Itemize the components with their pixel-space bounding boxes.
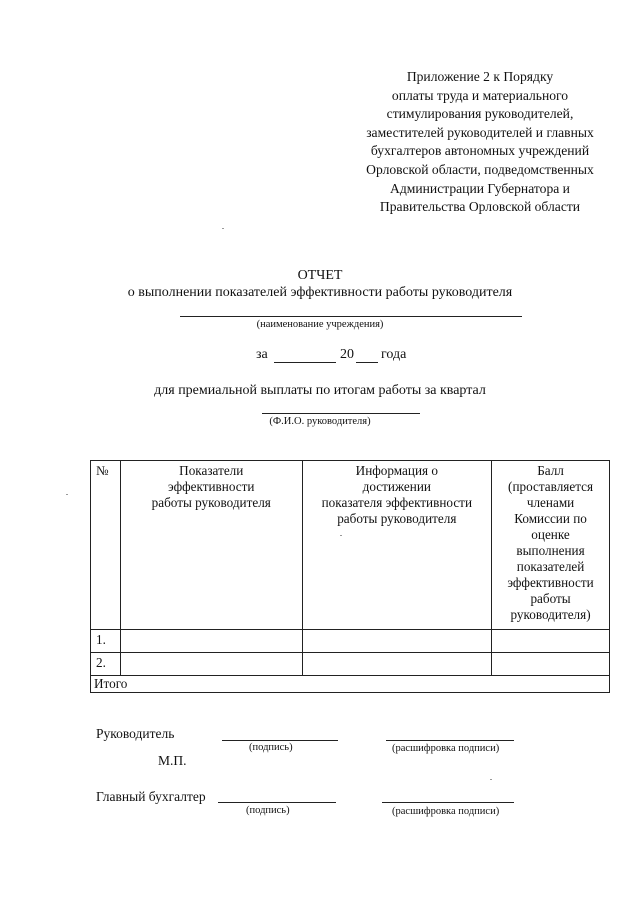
head-name-line <box>262 413 420 414</box>
accountant-decoding-caption: (расшифровка подписи) <box>392 806 500 817</box>
head-decoding-caption: (расшифровка подписи) <box>392 743 500 754</box>
report-subtitle: о выполнении показателей эффективности работы руководителя <box>127 285 513 300</box>
table-cell <box>492 630 610 653</box>
table-cell <box>120 630 302 653</box>
period-year: 20 <box>340 347 354 362</box>
institution-name-line <box>180 316 522 317</box>
period-blank <box>274 362 336 363</box>
appendix-block <box>330 68 630 217</box>
accountant-signature-label: Главный бухгалтер <box>96 789 206 804</box>
accountant-decoding-line <box>382 802 514 803</box>
table-total-row <box>91 676 610 693</box>
report-table <box>90 460 610 693</box>
appendix-line: бухгалтеров автономных учреждений <box>370 143 590 159</box>
year-blank <box>356 362 378 363</box>
institution-caption: (наименование учреждения) <box>256 319 384 330</box>
scan-speck <box>340 535 342 536</box>
row-number: 1. <box>91 630 121 653</box>
accountant-signature-line <box>218 802 336 803</box>
header-number: № <box>91 461 121 630</box>
row-number: 2. <box>91 653 121 676</box>
purpose-text: для премиальной выплаты по итогам работы за квартал <box>154 383 486 398</box>
header-indicators: Показатели эффективности работы руководителя <box>120 461 302 630</box>
period-suffix: года <box>381 347 407 362</box>
accountant-signature-caption: (подпись) <box>246 805 290 816</box>
table-cell <box>492 653 610 676</box>
table-cell <box>302 630 492 653</box>
table-row <box>91 630 610 653</box>
head-signature-caption: (подпись) <box>249 742 293 753</box>
scan-speck <box>490 779 492 780</box>
period-prefix: за <box>256 347 268 362</box>
table-cell <box>302 653 492 676</box>
scan-speck <box>66 494 68 495</box>
appendix-line: Орловской области, подведомственных <box>366 161 594 177</box>
appendix-line: заместителей руководителей и главных <box>366 124 594 140</box>
header-information: Информация о достижении показателя эффективности работы руководителя <box>302 461 492 630</box>
stamp-label: М.П. <box>158 753 187 768</box>
table-header-row <box>91 461 610 630</box>
table-cell <box>120 653 302 676</box>
report-title: ОТЧЕТ <box>297 268 343 283</box>
appendix-line: оплаты труда и материального <box>391 87 569 103</box>
table-row <box>91 653 610 676</box>
header-score: Балл (проставляется членами Комиссии по оценке выполнения показателей эффективности работы руководителя) <box>492 461 610 630</box>
head-caption: (Ф.И.О. руководителя) <box>269 416 371 427</box>
appendix-line: Приложение 2 к Порядку <box>406 69 554 84</box>
head-signature-line <box>222 740 338 741</box>
total-label: Итого <box>91 676 610 693</box>
head-decoding-line <box>386 740 514 741</box>
appendix-line: стимулирования руководителей, <box>386 106 574 122</box>
scan-speck <box>222 228 224 229</box>
appendix-line: Правительства Орловской области <box>379 199 581 215</box>
head-signature-label: Руководитель <box>96 726 175 741</box>
appendix-line: Администрации Губернатора и <box>390 180 570 196</box>
